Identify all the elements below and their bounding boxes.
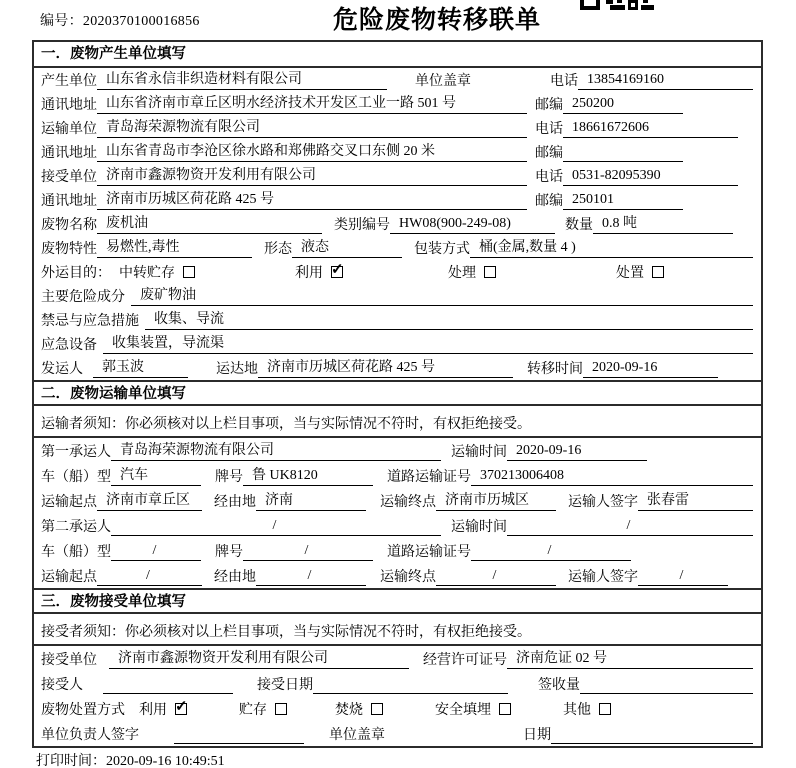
taboo-label: 禁忌与应急措施 xyxy=(41,314,139,329)
end2-label: 运输终点 xyxy=(380,570,436,585)
option-label: 中转贮存 xyxy=(119,266,175,281)
checkbox-icon xyxy=(371,703,383,715)
doc-number-label: 编号： xyxy=(40,14,83,29)
receiver-label: 接受单位 xyxy=(41,170,97,185)
plate2-value: / xyxy=(243,541,373,561)
row-equipment xyxy=(34,332,761,356)
sign1-value: 张春雷 xyxy=(638,491,753,511)
phone3-label: 电话 xyxy=(535,170,563,185)
disposal-option-storage xyxy=(239,699,287,719)
purpose-option-dispose xyxy=(616,262,664,282)
origin2-value: / xyxy=(97,566,202,586)
vehicle2-label: 车（船）型 xyxy=(41,545,111,560)
transporter-label: 运输单位 xyxy=(41,122,97,137)
row-shipper xyxy=(34,356,761,380)
manifest-form xyxy=(32,40,763,748)
row-vehicle2 xyxy=(34,538,761,563)
accept-unit-label: 接受单位 xyxy=(41,653,97,668)
addr1-value: 山东省济南市章丘区明水经济技术开发区工业一路 501 号 xyxy=(97,94,527,114)
license1-label: 道路运输证号 xyxy=(387,470,471,485)
plate2-label: 牌号 xyxy=(215,545,243,560)
via2-label: 经由地 xyxy=(214,570,256,585)
sign2-label: 运输人签字 xyxy=(568,570,638,585)
end2-value: / xyxy=(436,566,556,586)
section3-header: 三．废物接受单位填写 xyxy=(34,588,761,614)
via1-value: 济南 xyxy=(256,491,366,511)
accept-date-label: 接受日期 xyxy=(257,678,313,693)
vehicle1-label: 车（船）型 xyxy=(41,470,111,485)
disposal-label: 废物处置方式 xyxy=(41,703,125,718)
qty-label: 数量 xyxy=(565,218,593,233)
section2-header: 二．废物运输单位填写 xyxy=(34,380,761,406)
form-label: 形态 xyxy=(264,242,292,257)
zip2-value xyxy=(563,142,683,162)
dest-label: 运达地 xyxy=(216,362,258,377)
producer-value: 山东省永信非织造材料有限公司 xyxy=(97,70,387,90)
disposal-option-other xyxy=(563,699,611,719)
equipment-value: 收集装置，导流渠 xyxy=(103,334,753,354)
carrier2-label: 第二承运人 xyxy=(41,520,111,535)
license1-value: 370213006408 xyxy=(471,466,753,486)
character-label: 废物特性 xyxy=(41,242,97,257)
character-value: 易燃性,毒性 xyxy=(97,238,252,258)
row-disposal xyxy=(34,696,761,721)
checkbox-icon xyxy=(652,266,664,278)
page-title: 危险废物转移联单 xyxy=(333,5,542,34)
row-responsible-sign xyxy=(34,721,761,746)
packing-label: 包装方式 xyxy=(414,242,470,257)
checkbox-checked-icon xyxy=(175,703,187,715)
purpose-option-utilize xyxy=(295,262,343,282)
transfer-time-value: 2020-09-16 xyxy=(583,358,718,378)
amount-label: 签收量 xyxy=(538,678,580,693)
zip1-label: 邮编 xyxy=(535,98,563,113)
accept-person-value xyxy=(103,674,233,694)
row-hazard xyxy=(34,284,761,308)
qty-value: 0.8 吨 xyxy=(593,214,733,234)
shipper-value: 郭玉波 xyxy=(93,358,188,378)
responsible-sign-value xyxy=(174,724,304,744)
addr3-label: 通讯地址 xyxy=(41,194,97,209)
addr1-label: 通讯地址 xyxy=(41,98,97,113)
disposal-option-landfill xyxy=(435,699,511,719)
option-label: 焚烧 xyxy=(335,703,363,718)
waste-name-value: 废机油 xyxy=(97,214,322,234)
shipper-label: 发运人 xyxy=(41,362,83,377)
row-carrier2 xyxy=(34,513,761,538)
doc-number-value: 2020370100016856 xyxy=(82,14,200,29)
row-waste-character xyxy=(34,236,761,260)
row-waste-name xyxy=(34,212,761,236)
purpose-option-transfer-storage xyxy=(119,262,195,282)
row-route2 xyxy=(34,563,761,588)
addr2-value: 山东省青岛市李沧区徐水路和郑佛路交叉口东侧 20 米 xyxy=(97,142,527,162)
notice-text: 你必须核对以上栏目事项，当与实际情况不符时，有权拒绝接受。 xyxy=(125,625,531,640)
checkbox-checked-icon xyxy=(331,266,343,278)
purpose-option-treat xyxy=(448,262,496,282)
zip1-value: 250200 xyxy=(563,94,683,114)
option-label: 利用 xyxy=(139,703,167,718)
accept-unit-value: 济南市鑫源物资开发利用有限公司 xyxy=(109,649,409,669)
option-label: 安全填埋 xyxy=(435,703,491,718)
zip3-value: 250101 xyxy=(563,190,683,210)
notice-text: 你必须核对以上栏目事项，当与实际情况不符时，有权拒绝接受。 xyxy=(125,417,531,432)
row-receiver-address xyxy=(34,188,761,212)
row-carrier1 xyxy=(34,438,761,463)
plate1-value: 鲁 UK8120 xyxy=(243,466,373,486)
phone2-value: 18661672606 xyxy=(563,118,738,138)
phone1-value: 13854169160 xyxy=(578,70,753,90)
purpose-label: 外运目的： xyxy=(41,266,111,281)
row-purpose xyxy=(34,260,761,284)
sign2-value: / xyxy=(638,566,728,586)
transporter-value: 青岛海荣源物流有限公司 xyxy=(97,118,527,138)
carrier2-value: / xyxy=(111,516,441,536)
row-producer-address xyxy=(34,92,761,116)
row-route1 xyxy=(34,488,761,513)
packing-value: 桶(金属,数量 4 ) xyxy=(470,238,753,258)
waste-name-label: 废物名称 xyxy=(41,218,97,233)
qr-code-partial-icon xyxy=(580,0,658,11)
doc-number xyxy=(40,10,200,30)
via2-value: / xyxy=(256,566,366,586)
phone3-value: 0531-82095390 xyxy=(563,166,738,186)
carrier1-label: 第一承运人 xyxy=(41,445,111,460)
section1-header: 一．废物产生单位填写 xyxy=(34,42,761,68)
equipment-label: 应急设备 xyxy=(41,338,97,353)
option-label: 其他 xyxy=(563,703,591,718)
amount-value xyxy=(580,674,753,694)
time2-label: 运输时间 xyxy=(451,520,507,535)
responsible-sign-label: 单位负责人签字 xyxy=(41,728,139,743)
transfer-time-label: 转移时间 xyxy=(527,362,583,377)
transporter-notice xyxy=(34,406,761,438)
form-value: 液态 xyxy=(292,238,402,258)
checkbox-icon xyxy=(599,703,611,715)
option-label: 贮存 xyxy=(239,703,267,718)
time1-value: 2020-09-16 xyxy=(507,441,647,461)
print-time-label: 打印时间： xyxy=(36,754,106,768)
time1-label: 运输时间 xyxy=(451,445,507,460)
dest-value: 济南市历城区荷花路 425 号 xyxy=(258,358,513,378)
print-time xyxy=(36,750,225,768)
accept-person-label: 接受人 xyxy=(41,678,83,693)
license-value: 济南危证 02 号 xyxy=(507,649,753,669)
hazard-value: 废矿物油 xyxy=(131,286,753,306)
row-receiver xyxy=(34,164,761,188)
row-accept-unit xyxy=(34,646,761,671)
zip2-label: 邮编 xyxy=(535,146,563,161)
producer-label: 产生单位 xyxy=(41,74,97,89)
carrier1-value: 青岛海荣源物流有限公司 xyxy=(111,441,441,461)
date2-value xyxy=(551,724,753,744)
zip3-label: 邮编 xyxy=(535,194,563,209)
option-label: 利用 xyxy=(295,266,323,281)
plate1-label: 牌号 xyxy=(215,470,243,485)
option-label: 处置 xyxy=(616,266,644,281)
license2-label: 道路运输证号 xyxy=(387,545,471,560)
checkbox-icon xyxy=(484,266,496,278)
via1-label: 经由地 xyxy=(214,495,256,510)
addr2-label: 通讯地址 xyxy=(41,146,97,161)
checkbox-icon xyxy=(275,703,287,715)
option-label: 处理 xyxy=(448,266,476,281)
unit-seal-label: 单位盖章 xyxy=(415,74,471,89)
phone1-label: 电话 xyxy=(550,74,578,89)
vehicle2-value: / xyxy=(111,541,201,561)
hazard-label: 主要危险成分 xyxy=(41,290,125,305)
notice-label: 运输者须知： xyxy=(41,417,125,432)
accept-date-value xyxy=(313,674,508,694)
receiver-notice xyxy=(34,614,761,646)
date2-label: 日期 xyxy=(523,728,551,743)
notice-label: 接受者须知： xyxy=(41,625,125,640)
end1-label: 运输终点 xyxy=(380,495,436,510)
origin1-value: 济南市章丘区 xyxy=(97,491,202,511)
print-time-value: 2020-09-16 10:49:51 xyxy=(106,754,225,768)
checkbox-icon xyxy=(499,703,511,715)
disposal-option-utilize xyxy=(139,699,187,719)
vehicle1-value: 汽车 xyxy=(111,466,201,486)
sign1-label: 运输人签字 xyxy=(568,495,638,510)
checkbox-icon xyxy=(183,266,195,278)
category-value: HW08(900-249-08) xyxy=(390,214,555,234)
receiver-value: 济南市鑫源物资开发利用有限公司 xyxy=(97,166,527,186)
origin1-label: 运输起点 xyxy=(41,495,97,510)
license2-value: / xyxy=(471,541,631,561)
time2-value: / xyxy=(507,516,753,536)
row-vehicle1 xyxy=(34,463,761,488)
license-label: 经营许可证号 xyxy=(423,653,507,668)
phone2-label: 电话 xyxy=(535,122,563,137)
taboo-value: 收集、导流 xyxy=(145,310,753,330)
row-transporter-address xyxy=(34,140,761,164)
end1-value: 济南市历城区 xyxy=(436,491,556,511)
category-label: 类别编号 xyxy=(334,218,390,233)
unit-seal-label: 单位盖章 xyxy=(329,728,385,743)
row-producer xyxy=(34,68,761,92)
row-accept-person xyxy=(34,671,761,696)
addr3-value: 济南市历城区荷花路 425 号 xyxy=(97,190,527,210)
row-transporter xyxy=(34,116,761,140)
origin2-label: 运输起点 xyxy=(41,570,97,585)
row-taboo xyxy=(34,308,761,332)
disposal-option-incinerate xyxy=(335,699,383,719)
